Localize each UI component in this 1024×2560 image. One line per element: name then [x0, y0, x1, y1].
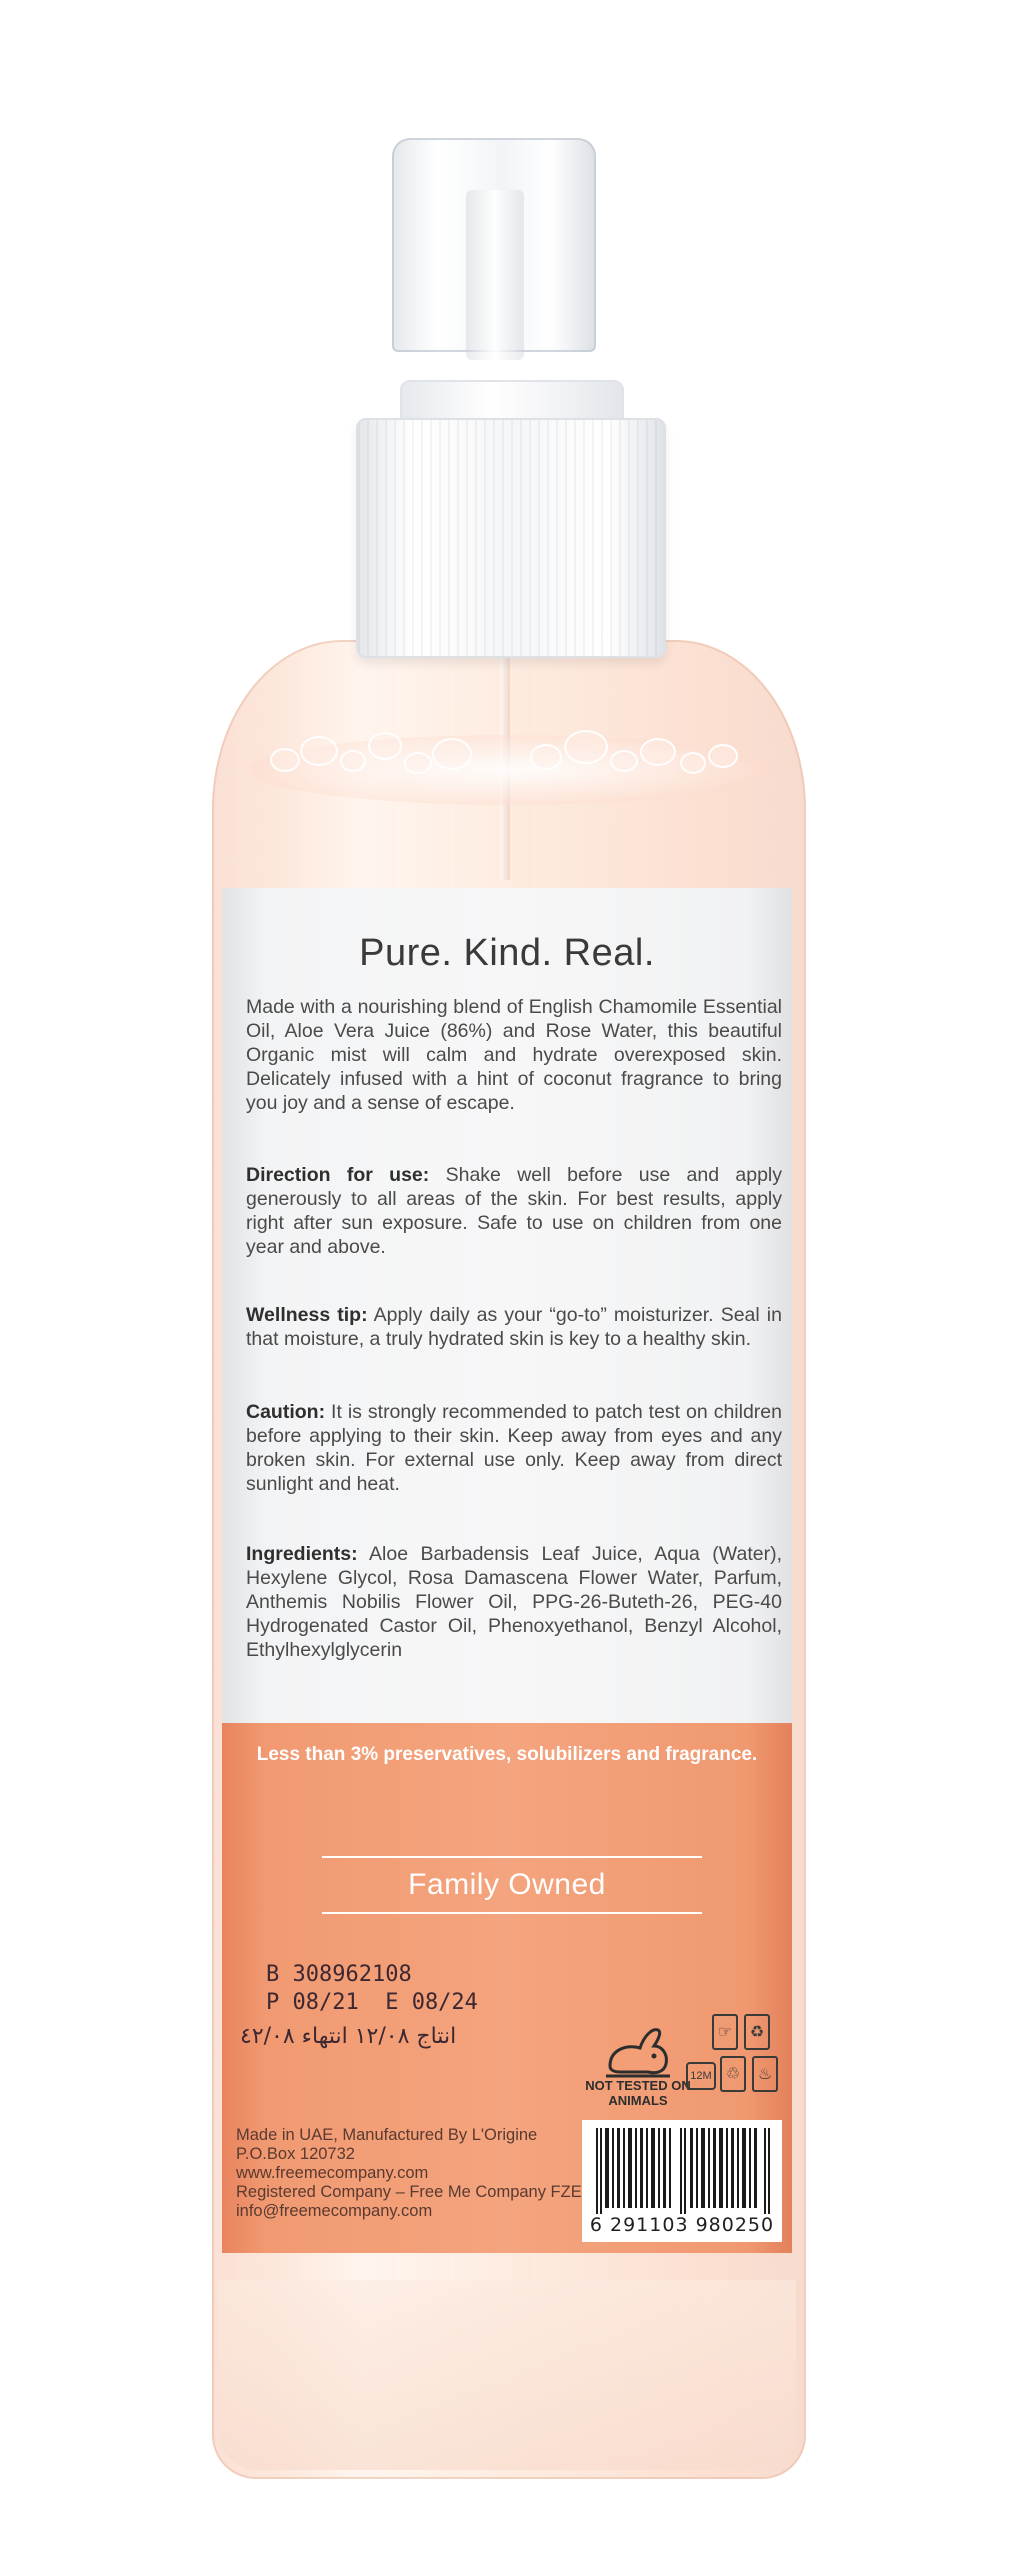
screw-cap: [356, 418, 666, 658]
bin-icon: ♻: [744, 2014, 770, 2050]
foam-bubble: [432, 738, 472, 770]
divider-line: [322, 1856, 702, 1858]
foam-bubble: [564, 730, 608, 764]
foam-bubble: [640, 738, 676, 766]
foam-bubble: [368, 732, 402, 760]
foam-bubble: [530, 744, 562, 770]
foam-bubble: [404, 752, 432, 774]
caution-section: [246, 1400, 782, 1496]
barcode-number: 6 291103 980250: [589, 2214, 775, 2236]
bottle-base: [218, 2280, 796, 2470]
divider-line: [322, 1912, 702, 1914]
maker-line: www.freemecompany.com: [236, 2164, 429, 2182]
foam-bubble: [300, 736, 338, 766]
ingredients-section: [246, 1542, 782, 1662]
maker-line: Registered Company – Free Me Company FZE: [236, 2183, 582, 2201]
maker-line: Made in UAE, Manufactured By L'Origine: [236, 2126, 538, 2144]
foam-bubble: [680, 752, 706, 774]
flame-icon: ♨: [752, 2056, 778, 2092]
label-title: Pure. Kind. Real.: [359, 932, 655, 974]
foam-bubble: [270, 748, 300, 772]
preservatives-note: Less than 3% preservatives, solubilizers and fragrance.: [256, 1744, 758, 1765]
maker-line: info@freemecompany.com: [236, 2202, 433, 2220]
direction-text: Shake well before use and apply generously to all areas of the skin. For best results, apply right after sun exposure. Safe to use on children from one year and above.: [246, 1164, 782, 1258]
maker-line: P.O.Box 120732: [236, 2145, 355, 2163]
intro-text: Made with a nourishing blend of English Chamomile Essential Oil, Aloe Vera Juice (86%) and Rose Water, this beautiful Organic mist will calm and hydrate overexposed skin. Delicately infused with a hint of coconut fragrance to bring you joy and a sense of escape.: [246, 996, 782, 1114]
foam-bubble: [610, 750, 638, 772]
recycle-icon: ♲: [720, 2056, 746, 2092]
wellness-text: Apply daily as your “go-to” moisturizer. Seal in that moisture, a truly hydrated skin is key to a healthy skin.: [246, 1304, 782, 1350]
barcode: [594, 2128, 774, 2214]
arabic-dates: انتاج ٨٠/٢١ انتهاء ٨٠/٢٤: [240, 2024, 457, 2049]
caution-text: It is strongly recommended to patch test on children before applying to their skin. Keep away from eyes and any broken skin. For external use only. Keep away from direct sunlight and heat.: [246, 1401, 782, 1495]
wellness-section: [246, 1303, 782, 1351]
hand-icon: ☞: [712, 2014, 738, 2050]
direction-section: [246, 1163, 782, 1259]
foam-bubble: [340, 750, 366, 772]
batch-code: B 308962108: [266, 1962, 412, 1987]
ingredients-heading: Ingredients:: [246, 1543, 358, 1565]
caution-heading: Caution:: [246, 1401, 326, 1423]
family-owned-text: Family Owned: [408, 1868, 606, 1901]
direction-heading: Direction for use:: [246, 1164, 430, 1186]
production-expiry-dates: P 08/21 E 08/24: [266, 1990, 478, 2015]
nozzle-stem: [466, 190, 524, 360]
ingredients-text: Aloe Barbadensis Leaf Juice, Aqua (Water), Hexylene Glycol, Rosa Damascena Flower Water, Parfum, Anthemis Nobilis Flower Oil, PPG-26-Buteth-26, PEG-40 Hydrogenated Castor Oil, Phenoxyethanol, Benzyl Alcohol, Ethylhexylglycerin: [246, 1543, 782, 1661]
period-after-opening-icon: 12M: [686, 2062, 716, 2090]
wellness-heading: Wellness tip:: [246, 1304, 368, 1326]
foam-bubble: [708, 744, 738, 768]
not-tested-text: NOT TESTED ON ANIMALS: [585, 2078, 691, 2108]
